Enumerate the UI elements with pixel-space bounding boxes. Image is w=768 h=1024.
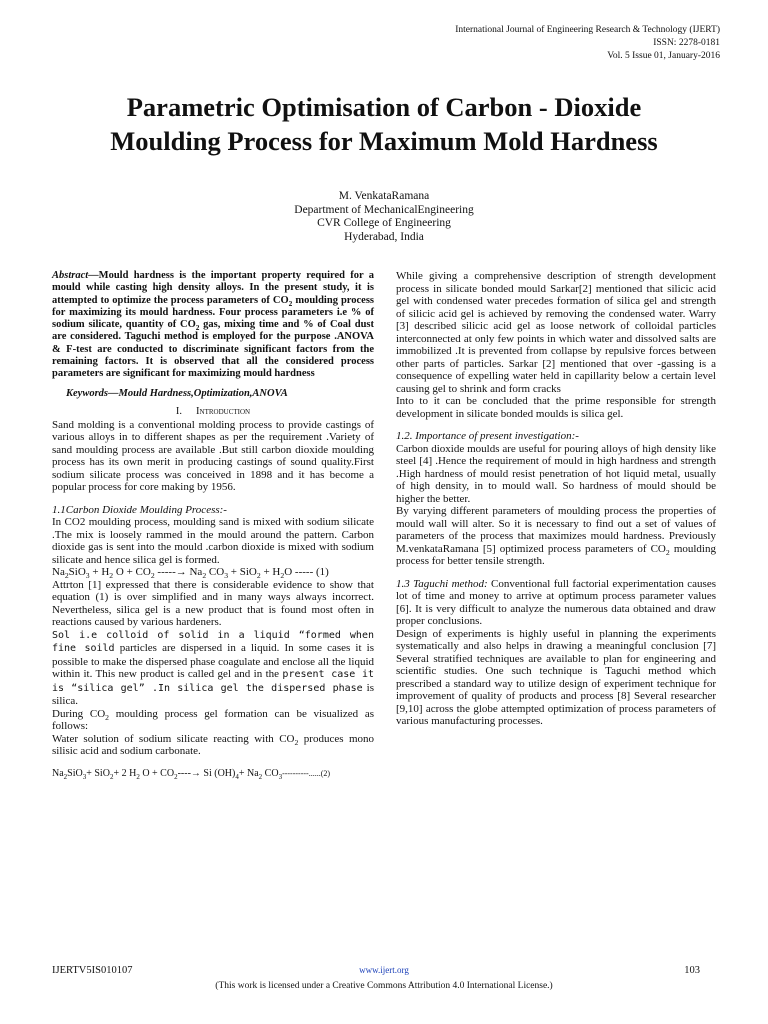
taguchi-paragraph: 1.3 Taguchi method: Conventional full factorial experimentation causes lot of time and money to arrive at optimum process parameter values [6]. It is very difficult to analyze the numerous data obtained and draw proper conclusions. (396, 577, 716, 627)
water-paragraph: Water solution of sodium silicate reacting with $CO_2$ produces mono silisic acid and sodium carbonate. (52, 732, 375, 758)
co2-process-paragraph: In CO2 moulding process, moulding sand is mixed with sodium silicate .The mix is loosely rammed in the mould around the pattern. Carbon dioxide gas is sent into the mould .carbon dioxide is mixed with sodium silicate and hence silica gel is formed. (52, 516, 374, 566)
during-paragraph: During $CO_2$ moulding process gel formation can be visualized as follows: (52, 707, 374, 733)
equation-1: $Na_2SiO_3 + H_2$ $O + CO_2$ -----→ $Na_2$ $CO_3 + SiO_2 + H_2O$ ----- (1) (52, 566, 329, 581)
left-column (52, 270, 374, 780)
parameters-paragraph: By varying different parameters of moulding process the properties of mould wall will alter. So it is necessary to find out a set of values of parameters of the process that maximizes mould hardness. Previously M.venkataRamana [5] optimized process parameters of $CO_2$ moulding process for better tensile strength. (396, 505, 716, 567)
license-note: (This work is licensed under a Creative Commons Attribution 4.0 International License.) (215, 981, 553, 991)
equation-2: $Na_2SiO_3+ SiO_2+ 2$ $H_2$ $O + CO_2----\to Si$ $(OH)_4+ Na_2$ $CO_3----------......(2)$ (52, 767, 331, 781)
abstract-label: Abstract (52, 270, 89, 281)
keywords: Keywords—Mould Hardness,Optimization,ANOVA (66, 387, 288, 399)
importance-paragraph: Carbon dioxide moulds are useful for pouring alloys of high density like steel [4] .Hence the requirement of mould in high hardness and strength .High hardness of mould resist penetration of hot liquid metal, usually of high density, in to mould wall. So hardness of mould should be higher the better. (396, 442, 716, 505)
author-block (0, 190, 768, 244)
page-number: 103 (684, 965, 700, 976)
author-city: Hyderabad, India (344, 230, 424, 243)
author-college: CVR College of Engineering (317, 217, 451, 229)
intro-paragraph: Sand molding is a conventional molding process to provide castings of various alloys in to different shapes as per the requirement .Variety of sand moulding process are available .But still carbon dioxide moulding process has its own merit in producing castings of sound quality.First sodium silicate process was conceived in 1898 and it has become a popular process for core making by 1956. (52, 418, 374, 494)
right-column (396, 270, 716, 728)
subheading-taguchi: 1.3 Taguchi method: (396, 577, 488, 590)
sol-paragraph: Sol i.e colloid of solid in a liquid “formed when fine soild particles are dispersed in a liquid. In some cases it is possible to make the dispersed phase coagulate and enclose all the liquid within it. This new product is called gel and in the present case it is “silica gel” .In silica gel the dispersed phase is silica. (52, 629, 375, 708)
attrton-paragraph: Attrton [1] expressed that there is considerable evidence to show that equation (1) is over simplified and in many ways always incorrect. Nevertheless, silica gel is a new product that is found most often in reactions caused by various hardeners. (52, 578, 374, 629)
paper-title (40, 90, 728, 158)
journal-header (455, 24, 720, 63)
design-of-experiments-paragraph: Design of experiments is highly useful in planning the experiments systematically and also helps in drawing a meaningful conclusion [7] Several stratified techniques are available to plan for engineering and scientific studies. One such technique is Taguchi method which prescribed a standard way to utilize design of experiment technique for improvement of quality of products and process [8] Several researcher [9,10] across the globe attempted optimization of process parameters of various manufacturing processes. (396, 627, 716, 727)
paper-id: IJERTV5IS010107 (52, 965, 133, 976)
sarkar-paragraph: While giving a comprehensive description of strength development process in silicate bonded mould Sarkar[2] mentioned that silicic acid gel with condensed water precedes formation of silica gel and strength of silicic acid gel is achieved by removing the condensed water. Warry [3] described silicic acid gel as loose network of colloidal particles interconnected at only few points in which water and dissolved salts are immobilized .It is prevented from collapse by repulsive forces between other parts of particles. Sarkar [2] mentioned that over -gassing is a consequence of expelling water held in capillarity below a certain level causing gel to shrink and form cracks (396, 270, 716, 395)
volume-issue: Vol. 5 Issue 01, January-2016 (607, 51, 720, 61)
author-department: Department of MechanicalEngineering (294, 203, 474, 216)
subheading-importance: 1.2. Importance of present investigation:- (396, 430, 579, 442)
issn: ISSN: 2278-0181 (653, 38, 720, 48)
subheading-co2-process: 1.1Carbon Dioxide Moulding Process:- (52, 503, 227, 516)
abstract: Abstract—Mould hardness is the important property required for a mould while casting high density alloys. In the present study, it is attempted to optimize the process parameters of $CO_2$ moulding process for maximizing its mould hardness. Four process parameters i.e % of sodium silicate, quantity of $CO_2$ gas, mixing time and % of Coal dust are considered. Taguchi method is employed for the purpose .ANOVA & F-test are conducted to discriminate significant factors from the remaining factors. It is observed that all the considered process parameters are significant for maximizing mould hardness (52, 270, 375, 380)
title-line-2: Moulding Process for Maximum Mold Hardness (110, 126, 658, 156)
journal-name: International Journal of Engineering Research & Technology (IJERT) (455, 25, 720, 35)
title-line-1: Parametric Optimisation of Carbon - Dioxide (126, 92, 642, 122)
conclusion-paragraph: Into to it can be concluded that the prime responsible for strength development in silicate bonded moulds is silica gel. (396, 395, 716, 420)
author-name: M. VenkataRamana (338, 190, 430, 202)
journal-url-link[interactable]: www.ijert.org (359, 965, 409, 975)
section-heading-introduction: I. Introduction (175, 406, 251, 418)
